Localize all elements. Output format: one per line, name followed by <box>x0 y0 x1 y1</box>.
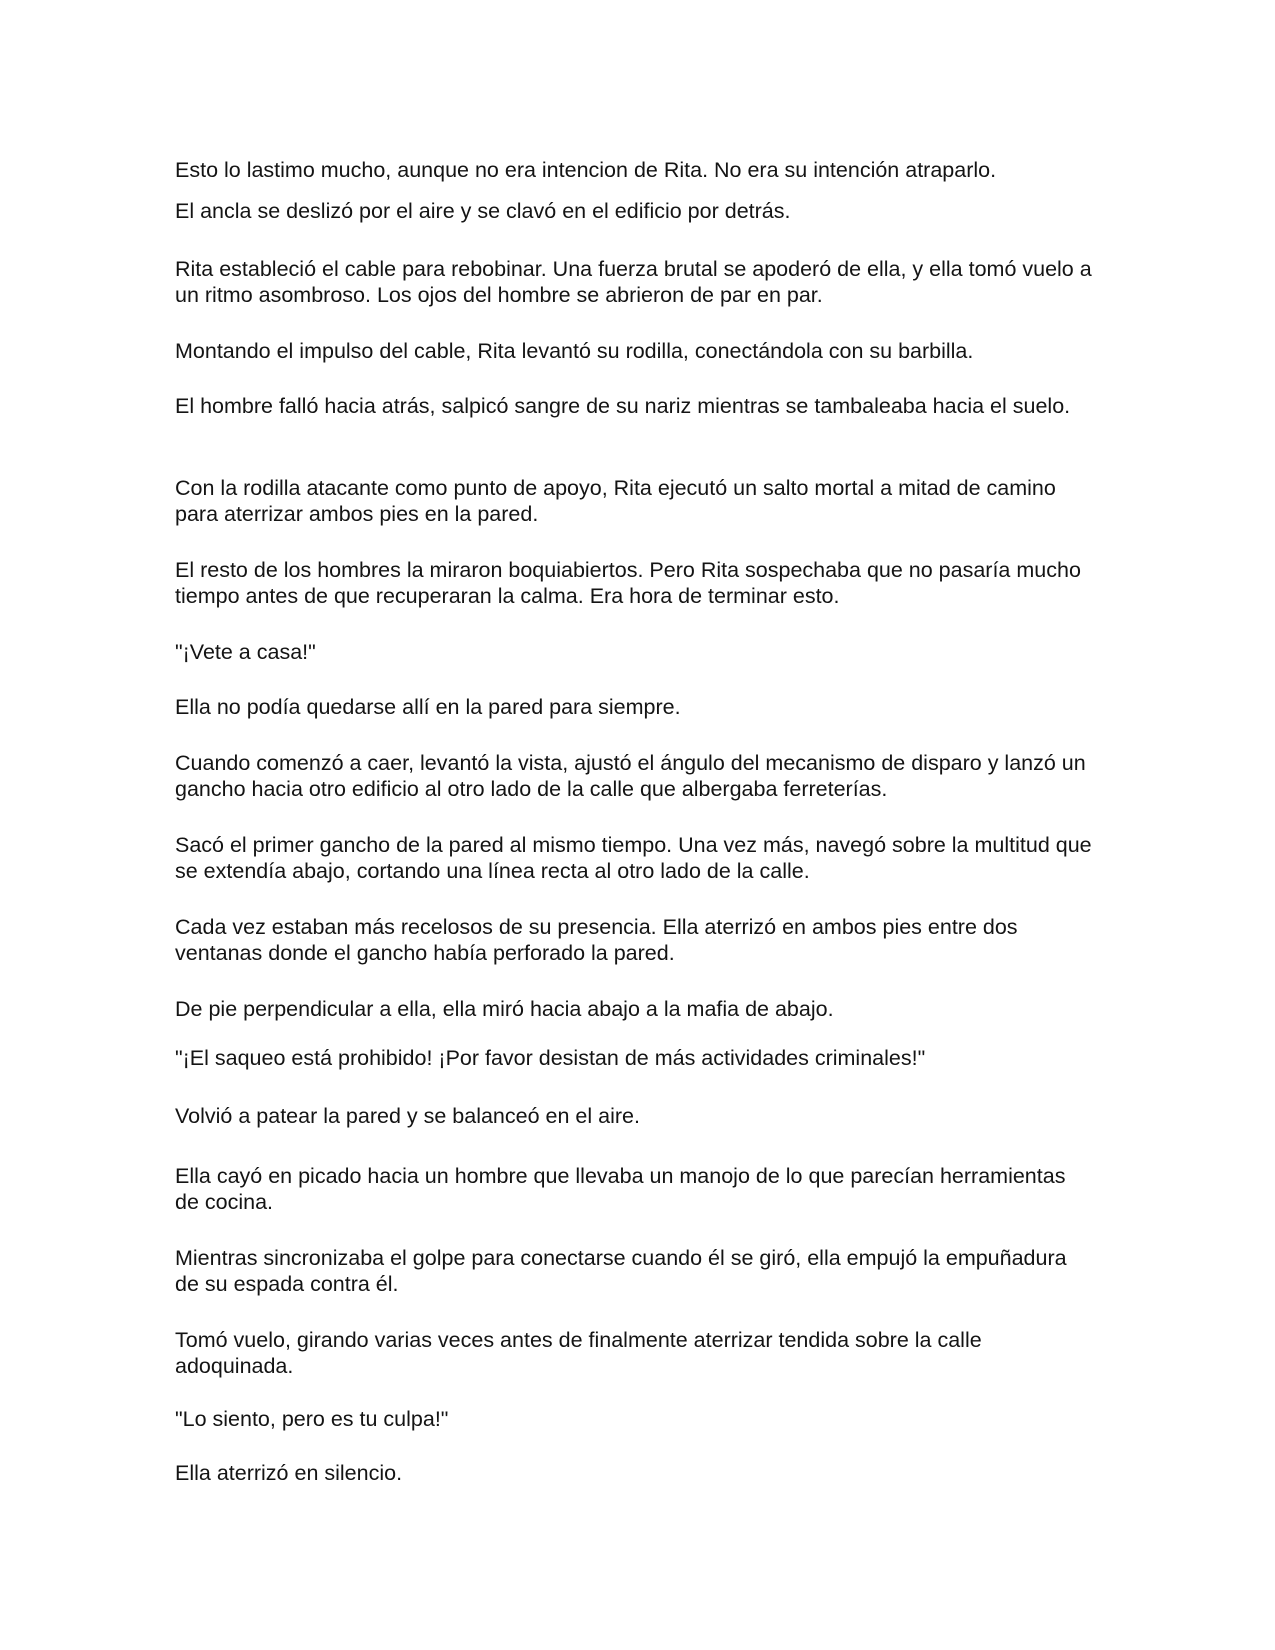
paragraph-16: Ella cayó en picado hacia un hombre que llevaba un manojo de lo que parecían herramientas de cocina. <box>175 1164 1066 1214</box>
paragraph-10: Cuando comenzó a caer, levantó la vista, ajustó el ángulo del mecanismo de disparo y lanzó un gancho hacia otro edificio al otro lado de la calle que albergaba ferreterías. <box>175 751 1086 801</box>
paragraph-17: Mientras sincronizaba el golpe para conectarse cuando él se giró, ella empujó la empuñadura de su espada contra él. <box>175 1246 1067 1296</box>
paragraph-19: "Lo siento, pero es tu culpa!" <box>175 1407 449 1431</box>
paragraph-5: El hombre falló hacia atrás, salpicó sangre de su nariz mientras se tambaleaba hacia el suelo. <box>175 394 1071 418</box>
paragraph-11: Sacó el primer gancho de la pared al mismo tiempo. Una vez más, navegó sobre la multitud que se extendía abajo, cortando una línea recta al otro lado de la calle. <box>175 833 1092 883</box>
paragraph-2: El ancla se deslizó por el aire y se clavó en el edificio por detrás. <box>175 199 791 223</box>
paragraph-7: El resto de los hombres la miraron boquiabiertos. Pero Rita sospechaba que no pasaría mucho tiempo antes de que recuperaran la calma. Era hora de terminar esto. <box>175 558 1081 608</box>
paragraph-6: Con la rodilla atacante como punto de apoyo, Rita ejecutó un salto mortal a mitad de camino para aterrizar ambos pies en la pared. <box>175 476 1056 526</box>
paragraph-1: Esto lo lastimo mucho, aunque no era intencion de Rita. No era su intención atraparlo. <box>175 158 997 182</box>
paragraph-3: Rita estableció el cable para rebobinar. Una fuerza brutal se apoderó de ella, y ella tomó vuelo a un ritmo asombroso. Los ojos del hombre se abrieron de par en par. <box>175 257 1092 307</box>
paragraph-12: Cada vez estaban más recelosos de su presencia. Ella aterrizó en ambos pies entre dos ventanas donde el gancho había perforado la pared. <box>175 915 1018 965</box>
paragraph-8: "¡Vete a casa!" <box>175 640 316 664</box>
paragraph-13: De pie perpendicular a ella, ella miró hacia abajo a la mafia de abajo. <box>175 997 834 1021</box>
paragraph-15: Volvió a patear la pared y se balanceó en el aire. <box>175 1104 640 1128</box>
paragraph-4: Montando el impulso del cable, Rita levantó su rodilla, conectándola con su barbilla. <box>175 339 974 363</box>
paragraph-20: Ella aterrizó en silencio. <box>175 1461 403 1485</box>
paragraph-18: Tomó vuelo, girando varias veces antes de finalmente aterrizar tendida sobre la calle adoquinada. <box>175 1328 982 1378</box>
paragraph-9: Ella no podía quedarse allí en la pared para siempre. <box>175 695 681 719</box>
paragraph-14: "¡El saqueo está prohibido! ¡Por favor desistan de más actividades criminales!" <box>175 1046 926 1070</box>
